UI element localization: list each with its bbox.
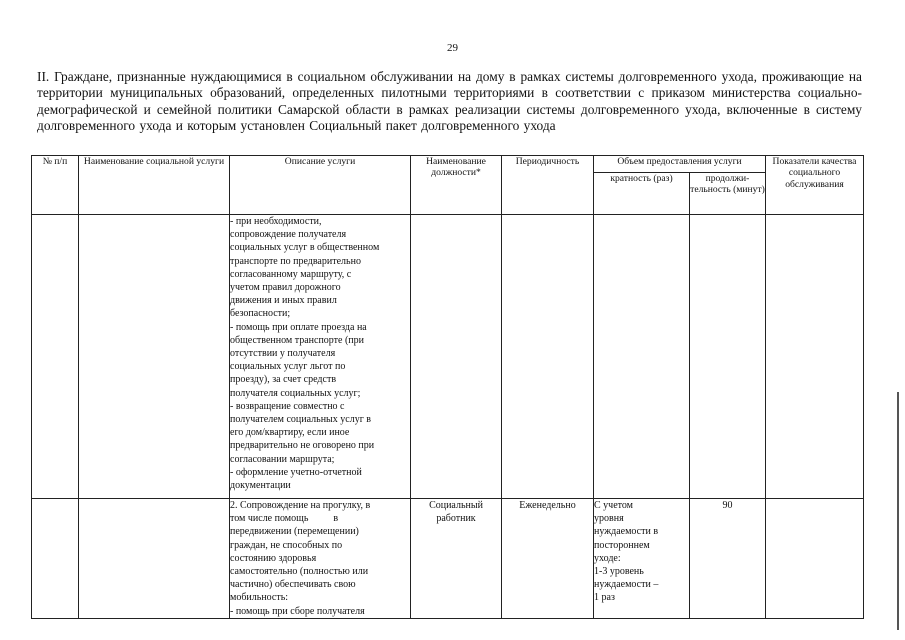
header-duration: продолжи-тельность (минут) <box>690 173 766 215</box>
description-line: состоянию здоровья <box>230 552 317 564</box>
multiplicity-line: нуждаемости – <box>594 579 659 591</box>
multiplicity-line: уходе: <box>594 552 621 564</box>
description-line: получателем социальных услуг в <box>230 414 372 426</box>
description-line: движения и иных правил <box>230 295 337 307</box>
header-position: Наименование должности* <box>411 156 502 215</box>
multiplicity-line: С учетом <box>594 500 634 511</box>
heading-line: приказом министерства социально-демографической и семейной политики Самарской области в рамках реализации системы <box>37 85 862 117</box>
description-line: предварительно не оговорено при <box>230 440 375 452</box>
description-line: - помощь при оплате проезда на <box>230 321 367 333</box>
description-line: сопровождение получателя <box>230 229 347 241</box>
cell-service-name <box>79 215 230 499</box>
table-row <box>32 215 864 499</box>
cell-description <box>230 499 411 619</box>
description-line: общественном транспорте (при <box>230 334 365 346</box>
multiplicity-line: 1-3 уровень <box>594 566 644 578</box>
table-row <box>32 499 864 619</box>
description-line: транспорте по предварительно <box>230 255 361 267</box>
cell-position <box>411 215 502 499</box>
heading-line: II. Граждане, признанные нуждающимися в социальном обслуживании на дому в рамках системы долговременного ухода, <box>37 69 757 84</box>
description-line: граждан, не способных по <box>230 539 343 551</box>
heading-line: долговременного ухода, включенные в систему долговременного ухода и которым установлен Социальный пакет <box>37 101 862 134</box>
description-line: самостоятельно (полностью или <box>230 566 369 578</box>
description-line: документации <box>230 480 291 492</box>
multiplicity-line: нуждаемости в <box>594 526 659 538</box>
multiplicity-line: 1 раз <box>594 592 615 604</box>
cell-num <box>32 215 79 499</box>
header-multiplicity: кратность (раз) <box>594 173 690 215</box>
description-line: - при необходимости, <box>230 216 322 227</box>
description-line: - помощь при сборе получателя <box>230 605 365 617</box>
heading-line: долговременного ухода <box>421 118 556 134</box>
cell-duration: 90 <box>690 499 766 619</box>
cell-multiplicity <box>594 215 690 499</box>
cell-multiplicity <box>594 499 690 619</box>
description-line: согласовании маршрута; <box>230 453 335 465</box>
header-description: Описание услуги <box>230 156 411 215</box>
description-line: частично) обеспечивать свою <box>230 579 356 591</box>
description-line: его дом/квартиру, если иное <box>230 427 350 439</box>
description-line: - оформление учетно-отчетной <box>230 466 362 478</box>
cell-quality <box>766 499 864 619</box>
description-line: - возвращение совместно с <box>230 400 345 412</box>
description-line: мобильность: <box>230 592 289 604</box>
multiplicity-line: постороннем <box>594 539 650 551</box>
header-periodicity: Периодичность <box>502 156 594 215</box>
cell-service-name <box>79 499 230 619</box>
heading-line: проживающие на территории муниципальных образований, определенных пилотными территориями в соответствии с <box>37 69 862 101</box>
cell-description <box>230 215 411 499</box>
header-num: № п/п <box>32 156 79 215</box>
header-volume: Объем предоставления услуги <box>594 156 766 173</box>
description-line: социальных услуг в общественном <box>230 242 380 254</box>
description-line: учетом правил дорожного <box>230 282 341 294</box>
header-service-name: Наименование социальной услуги <box>79 156 230 215</box>
description-line: проезду), за счет средств <box>230 374 337 386</box>
cell-quality <box>766 215 864 499</box>
cell-periodicity <box>502 215 594 499</box>
multiplicity-line: уровня <box>594 513 624 525</box>
description-line: передвижении (перемещении) <box>230 526 359 538</box>
services-table <box>31 155 864 619</box>
cell-duration <box>690 215 766 499</box>
scan-edge-line <box>897 392 899 630</box>
cell-num <box>32 499 79 619</box>
cell-position: Социальный работник <box>411 499 502 619</box>
description-line: 2. Сопровождение на прогулку, в <box>230 500 371 511</box>
description-line: социальных услуг льгот по <box>230 361 346 373</box>
page-number: 29 <box>447 42 458 54</box>
description-line: отсутствии у получателя <box>230 348 336 360</box>
header-quality: Показатели качества социального обслуживания <box>766 156 864 215</box>
section-heading <box>37 69 862 135</box>
description-line: безопасности; <box>230 308 291 320</box>
description-line: согласованному маршруту, с <box>230 268 352 280</box>
cell-periodicity: Еженедельно <box>502 499 594 619</box>
description-line: получателя социальных услуг; <box>230 387 361 399</box>
description-line: том числе помощь в <box>230 513 339 525</box>
